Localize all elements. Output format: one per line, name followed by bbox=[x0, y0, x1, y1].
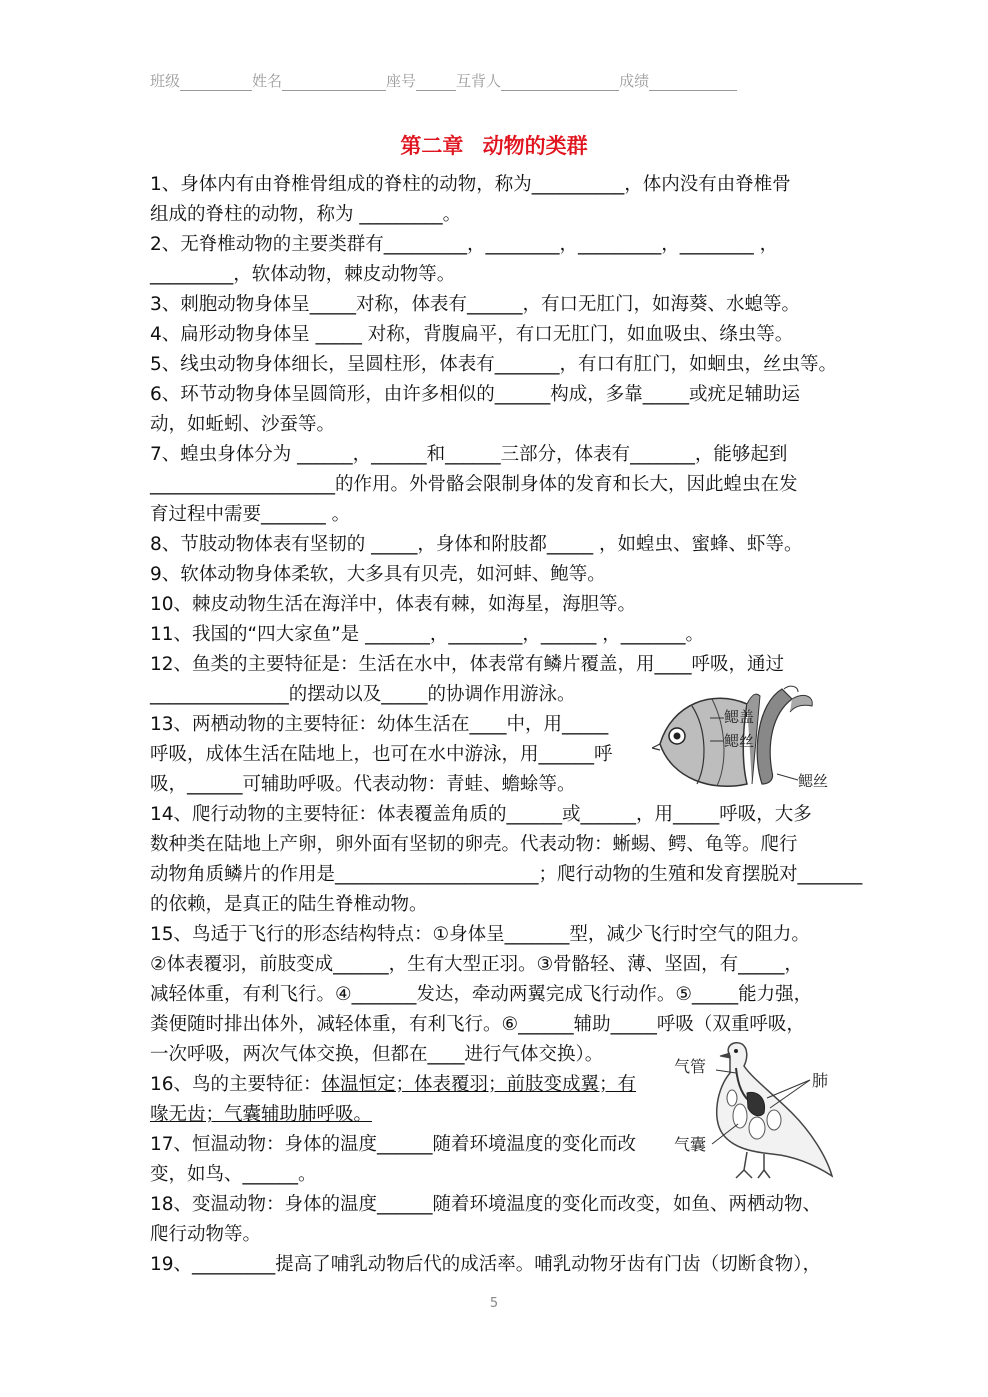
text-line: _________，软体动物，棘皮动物等。 bbox=[150, 264, 456, 285]
text-line: 2、无脊椎动物的主要类群有_________，________，_________，________ ， bbox=[150, 234, 779, 255]
text-line: 12、鱼类的主要特征是：生活在水中，体表常有鳞片覆盖，用____呼吸，通过 bbox=[150, 654, 785, 675]
class-blank[interactable] bbox=[180, 76, 252, 91]
partner-label: 互背人 bbox=[456, 72, 502, 90]
gill-filament-label: 鳃丝 bbox=[724, 732, 755, 750]
text-line: 9、软体动物身体柔软，大多具有贝壳，如河蚌、鲍等。 bbox=[150, 564, 606, 585]
text-line: 呼吸，成体生活在陆地上，也可在水中游泳，用______呼 bbox=[150, 744, 613, 765]
text-line: 1、身体内有由脊椎骨组成的脊柱的动物，称为__________，体内没有由脊椎骨 bbox=[150, 174, 791, 195]
text-line: 数种类在陆地上产卵，卵外面有坚韧的卵壳。代表动物：蜥蜴、鳄、龟等。爬行 bbox=[150, 834, 798, 855]
gill-label: 鳃丝 bbox=[798, 772, 829, 790]
student-info-header bbox=[150, 70, 737, 91]
text-line: ②体表覆羽，前肢变成______，生有大型正羽。③骨骼轻、薄、坚固，有_____， bbox=[150, 954, 803, 975]
text-line: 减轻体重，有利飞行。④_______发达，牵动两翼完成飞行动作。⑤_____能力强， bbox=[150, 984, 813, 1005]
text-line: 19、_________提高了哺乳动物后代的成活率。哺乳动物牙齿有门齿（切断食物）， bbox=[150, 1254, 822, 1275]
text-line: 13、两栖动物的主要特征：幼体生活在____中，用_____ bbox=[150, 714, 609, 735]
line16b-underlined: 喙无齿；气囊辅助肺呼吸。 bbox=[150, 1104, 373, 1125]
text-line: 粪便随时排出体外，减轻体重，有利飞行。⑥______辅助_____呼吸（双重呼吸， bbox=[150, 1014, 805, 1035]
text-line: 18、变温动物：身体的温度______随着环境温度的变化而改变，如鱼、两栖动物、 bbox=[150, 1194, 822, 1215]
trachea-label: 气管 bbox=[674, 1057, 707, 1076]
class-label: 班级 bbox=[150, 72, 181, 90]
seat-blank[interactable] bbox=[416, 76, 456, 91]
text-line: 7、蝗虫身体分为 ______，______和______三部分，体表有_______，能够起到 bbox=[150, 444, 788, 465]
text-line: 吸，______可辅助呼吸。代表动物：青蛙、蟾蜍等。 bbox=[150, 774, 576, 795]
text-line: 14、爬行动物的主要特征：体表覆盖角质的______或______，用_____呼吸，大多 bbox=[150, 804, 812, 825]
text-line: ____________________的作用。外骨骼会限制身体的发育和长大，因此蝗虫在发 bbox=[150, 474, 798, 495]
text-line: 10、棘皮动物生活在海洋中，体表有棘，如海星，海胆等。 bbox=[150, 594, 637, 615]
text-line: 的依赖，是真正的陆生脊椎动物。 bbox=[150, 894, 428, 915]
lung-label: 肺 bbox=[812, 1071, 829, 1090]
text-line: 一次呼吸，两次气体交换，但都在____进行气体交换）。 bbox=[150, 1044, 604, 1065]
text-line: 15、鸟适于飞行的形态结构特点：①身体呈_______型，减少飞行时空气的阻力。 bbox=[150, 924, 810, 945]
gill-cover-label: 鳃盖 bbox=[724, 708, 755, 726]
text-line: 17、恒温动物：身体的温度______随着环境温度的变化而改 bbox=[150, 1134, 637, 1155]
chapter-number: 第二章 bbox=[400, 134, 464, 158]
seat-label: 座号 bbox=[386, 72, 417, 90]
text-line: 5、线虫动物身体细长，呈圆柱形，体表有_______，有口有肛门，如蛔虫，丝虫等。 bbox=[150, 354, 838, 375]
line16-underlined: 体温恒定；体表覆羽；前肢变成翼；有 bbox=[321, 1074, 637, 1095]
text-line: 3、刺胞动物身体呈_____对称，体表有______，有口无肛门，如海葵、水螅等。 bbox=[150, 294, 801, 315]
bird-respiratory-illustration bbox=[672, 1038, 842, 1188]
chapter-topic: 动物的类群 bbox=[482, 134, 588, 158]
score-label: 成绩 bbox=[619, 72, 650, 90]
bird-outline-icon bbox=[717, 1043, 832, 1178]
line16-prefix: 16、鸟的主要特征： bbox=[150, 1074, 322, 1095]
text-line: _______________的摆动以及_____的协调作用游泳。 bbox=[150, 684, 576, 705]
text-line: 6、环节动物身体呈圆筒形，由许多相似的______构成，多靠_____或疣足辅助运 bbox=[150, 384, 801, 405]
score-blank[interactable] bbox=[649, 76, 737, 91]
fish-gill-illustration bbox=[652, 684, 842, 794]
name-label: 姓名 bbox=[252, 72, 283, 90]
text-line: 爬行动物等。 bbox=[150, 1224, 262, 1245]
text-line: 4、扁形动物身体呈 _____ 对称，背腹扁平，有口无肛门，如血吸虫、绦虫等。 bbox=[150, 324, 794, 345]
name-blank[interactable] bbox=[282, 76, 386, 91]
text-line: 变，如鸟、______。 bbox=[150, 1164, 317, 1185]
text-line: 动，如蚯蚓、沙蚕等。 bbox=[150, 414, 336, 435]
air-sac-label: 气囊 bbox=[674, 1135, 707, 1154]
page-title bbox=[0, 130, 988, 160]
text-line: 动物角质鳞片的作用是______________________；爬行动物的生殖和发育摆脱对_______ bbox=[150, 864, 863, 885]
text-line: 8、节肢动物体表有坚韧的 _____，身体和附肢都_____ ，如蝗虫、蜜蜂、虾等。 bbox=[150, 534, 803, 555]
partner-blank[interactable] bbox=[501, 76, 619, 91]
text-line: 育过程中需要_______ 。 bbox=[150, 504, 351, 525]
gill-arch-icon bbox=[757, 686, 812, 784]
page-number: 5 bbox=[489, 1296, 499, 1311]
text-line: 11、我国的“四大家鱼”是 _______，________，______ ，_______。 bbox=[150, 624, 704, 645]
text-line: 组成的脊柱的动物，称为 _________。 bbox=[150, 204, 462, 225]
